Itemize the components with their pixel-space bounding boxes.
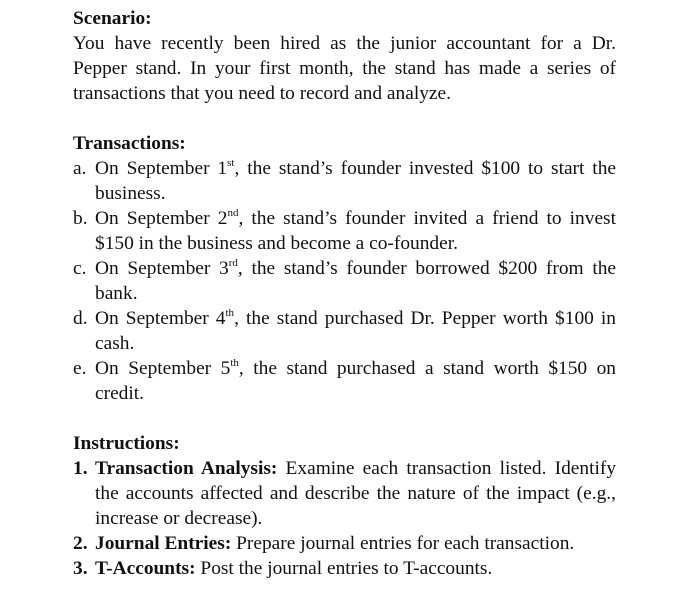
transaction-text: On September 5th, the stand purchased a stand worth $150 on credit. (95, 356, 616, 404)
instruction-title: T-Accounts: (95, 558, 196, 579)
ordinal-suffix: th (225, 306, 235, 319)
transactions-section (73, 131, 616, 406)
instruction-item (73, 531, 616, 556)
instructions-list (73, 456, 616, 581)
transaction-item (73, 356, 616, 406)
instruction-marker: 1. (73, 458, 88, 479)
transaction-item (73, 206, 616, 256)
scenario-heading: Scenario: (73, 8, 152, 29)
transaction-item (73, 306, 616, 356)
transaction-text: On September 3rd, the stand’s founder borrowed $200 from the bank. (95, 256, 617, 304)
instructions-section (73, 431, 616, 581)
instruction-text: Transaction Analysis: Examine each transaction listed. Identify the accounts affected and describe the nature of the impact (e.g., increase or decrease). (95, 458, 617, 529)
transaction-item (73, 156, 616, 206)
transaction-text: On September 1st, the stand’s founder invested $100 to start the business. (95, 156, 617, 204)
transactions-heading: Transactions: (73, 133, 186, 154)
instruction-item (73, 456, 616, 531)
transaction-marker: a. (73, 158, 87, 179)
transaction-marker: d. (73, 308, 88, 329)
transaction-marker: b. (73, 208, 88, 229)
scenario-section (73, 6, 616, 106)
transaction-marker: c. (73, 258, 87, 279)
instruction-item (73, 556, 616, 581)
ordinal-suffix: th (230, 356, 239, 369)
ordinal-suffix: nd (227, 206, 239, 219)
scenario-text: You have recently been hired as the junior accountant for a Dr. Pepper stand. In your first month, the stand has made a series of transactions that you need to record and analyze. (73, 33, 616, 104)
transaction-item (73, 256, 616, 306)
section-spacer (73, 406, 616, 431)
instruction-title: Journal Entries: (95, 533, 232, 554)
transactions-list (73, 156, 616, 406)
ordinal-suffix: rd (228, 256, 238, 269)
instruction-text: Journal Entries: Prepare journal entries for each transaction. (95, 533, 575, 554)
ordinal-suffix: st (227, 156, 235, 169)
instruction-marker: 2. (73, 533, 88, 554)
instruction-marker: 3. (73, 558, 88, 579)
instructions-heading: Instructions: (73, 433, 180, 454)
transaction-marker: e. (73, 358, 87, 379)
transaction-text: On September 4th, the stand purchased Dr. Pepper worth $100 in cash. (95, 306, 617, 354)
instruction-text: T-Accounts: Post the journal entries to T-accounts. (95, 558, 493, 579)
transaction-text: On September 2nd, the stand’s founder invited a friend to invest $150 in the business and become a co-founder. (95, 206, 616, 254)
instruction-title: Transaction Analysis: (95, 458, 278, 479)
section-spacer (73, 106, 616, 131)
document-page (73, 6, 616, 581)
